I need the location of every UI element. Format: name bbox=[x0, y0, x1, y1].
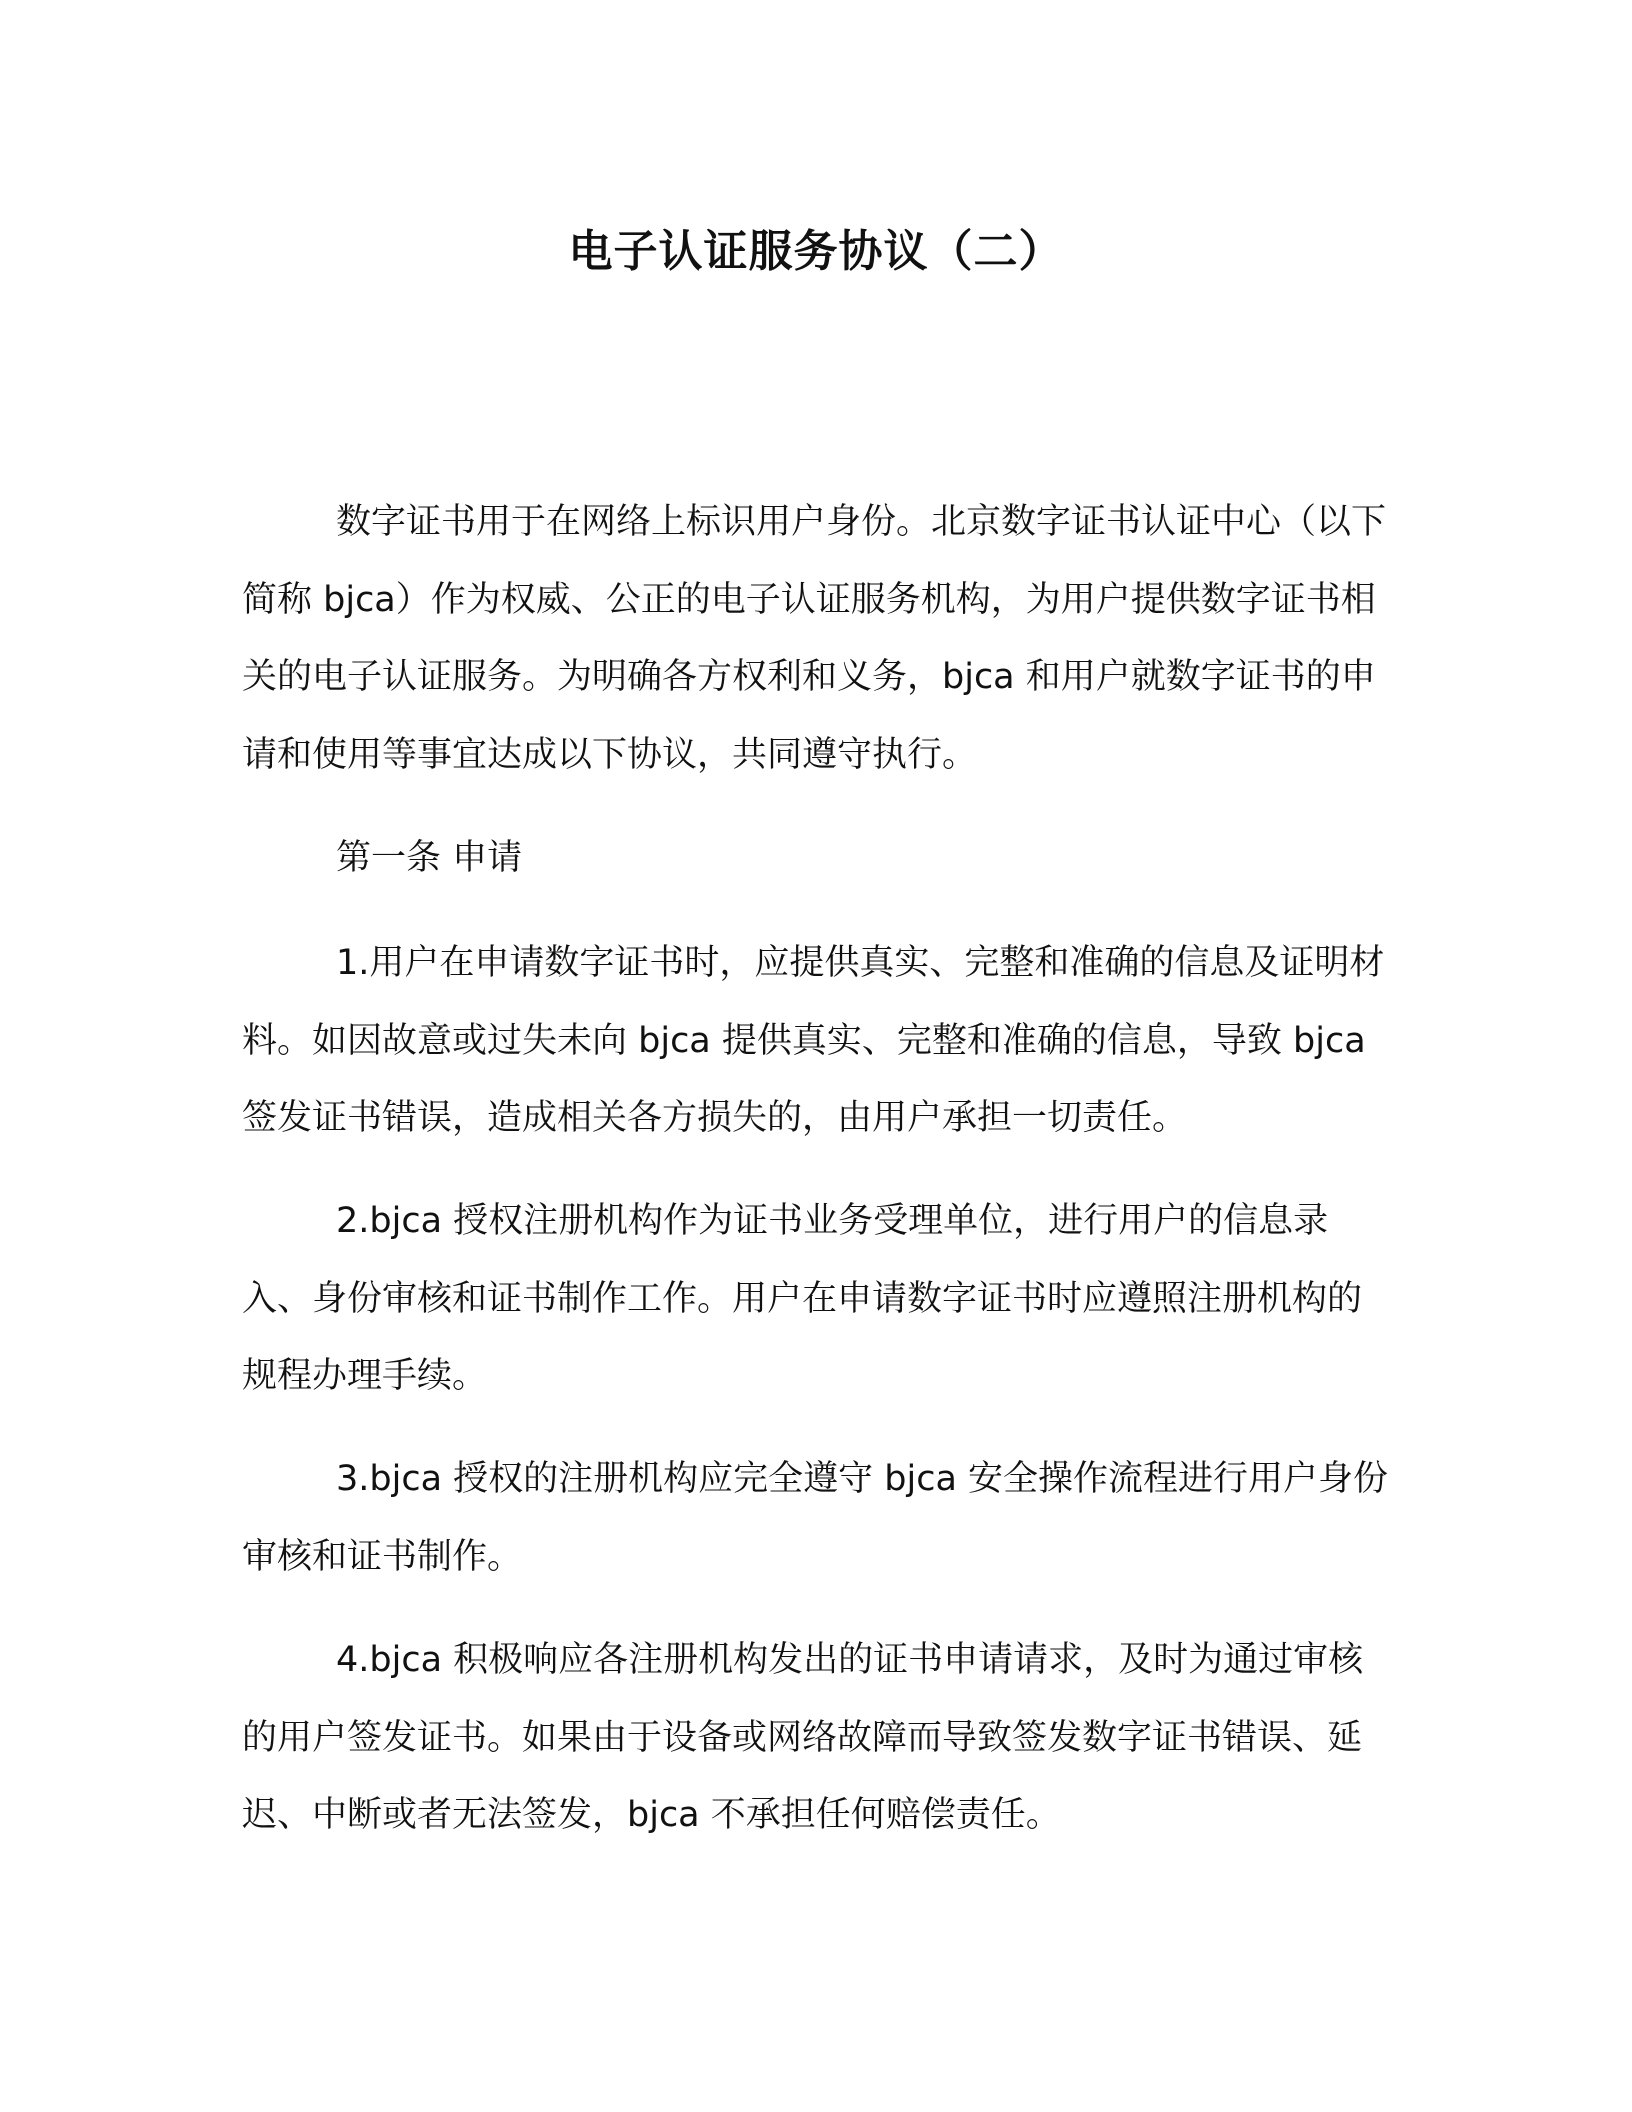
clause-1: 1.用户在申请数字证书时，应提供真实、完整和准确的信息及证明材料。如因故意或过失未向 bjca 提供真实、完整和准确的信息，导致 bjca 签发证书错误，造成相关各方损失的，由用户承担一切责任。 bbox=[242, 943, 1385, 1138]
clause-2: 2.bjca 授权注册机构作为证书业务受理单位，进行用户的信息录入、身份审核和证书制作工作。用户在申请数字证书时应遵照注册机构的规程办理手续。 bbox=[242, 1201, 1363, 1396]
clause-3: 3.bjca 授权的注册机构应完全遵守 bjca 安全操作流程进行用户身份审核和证书制作。 bbox=[242, 1459, 1389, 1577]
clause-4: 4.bjca 积极响应各注册机构发出的证书申请请求，及时为通过审核的用户签发证书。如果由于设备或网络故障而导致签发数字证书错误、延迟、中断或者无法签发，bjca 不承担任何赔偿责任。 bbox=[242, 1640, 1364, 1835]
document-title: 电子认证服务协议（二） bbox=[568, 226, 1064, 277]
article-1-heading: 第一条 申请 bbox=[336, 838, 523, 878]
intro-paragraph: 数字证书用于在网络上标识用户身份。北京数字证书认证中心（以下简称 bjca）作为权威、公正的电子认证服务机构，为用户提供数字证书相关的电子认证服务。为明确各方权利和义务，bjca 和用户就数字证书的申请和使用等事宜达成以下协议，共同遵守执行。 bbox=[242, 502, 1387, 775]
